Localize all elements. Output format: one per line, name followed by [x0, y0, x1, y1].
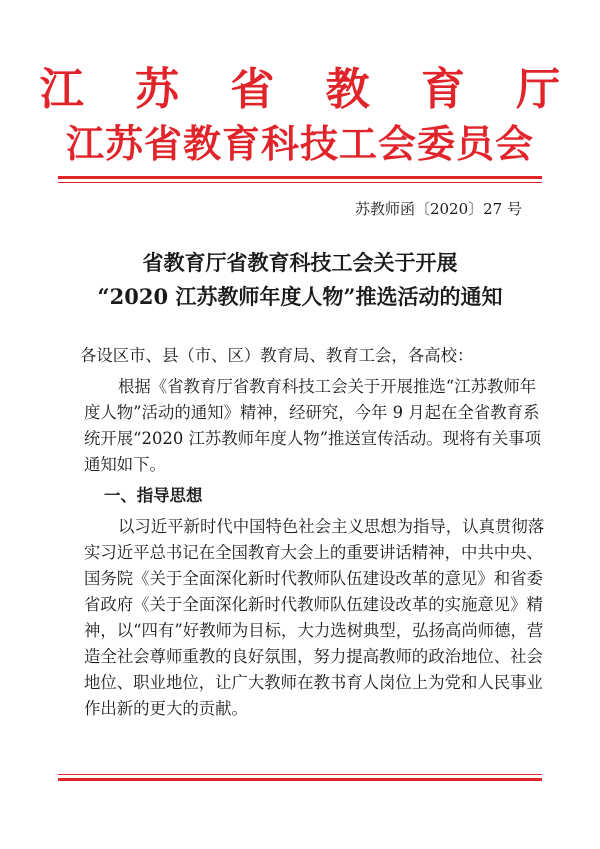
section-line: 造全社会尊师重教的良好氛围，努力提高教师的政治地位、社会 [84, 647, 543, 666]
document-title-line-1: 省教育厅省教育科技工会关于开展 [142, 250, 458, 275]
issuer-name-2: 江苏省教育科技工会委员会 [65, 121, 534, 166]
footer-rule-thick [58, 778, 542, 781]
intro-line: 度人物”活动的通知》精神，经研究，今年 9 月起在全省教育系 [84, 403, 540, 422]
salutation: 各设区市、县（市、区）教育局、教育工会，各高校： [80, 346, 474, 365]
section-heading: 一、指导思想 [104, 486, 203, 505]
intro-line: 通知如下。 [84, 455, 166, 474]
header-rule-thin [58, 182, 542, 183]
header-rule-thick [58, 176, 542, 179]
section-line: 省政府《关于全面深化新时代教师队伍建设改革的实施意见》精 [84, 595, 543, 614]
intro-line: 根据《省教育厅省教育科技工会关于开展推选“江苏教师年 [118, 377, 537, 396]
section-line: 作出新的更大的贡献。 [84, 699, 248, 718]
document-title-line-2: “2020 江苏教师年度人物”推选活动的通知 [97, 284, 503, 309]
section-line: 国务院《关于全面深化新时代教师队伍建设改革的意见》和省委 [84, 569, 543, 588]
section-line: 以习近平新时代中国特色社会主义思想为指导，认真贯彻落 [118, 517, 545, 536]
section-line: 神，以“四有”好教师为目标，大力选树典型，弘扬高尚师德，营 [84, 621, 544, 640]
document-number: 苏教师函〔2020〕27 号 [354, 200, 522, 218]
section-line: 地位、职业地位，让广大教师在教书育人岗位上为党和人民事业 [84, 673, 543, 692]
footer-rule-thin [58, 774, 542, 775]
section-line: 实习近平总书记在全国教育大会上的重要讲话精神，中共中央、 [84, 543, 543, 562]
issuer-name-1: 江 苏 省 教 育 厅 [39, 64, 579, 115]
intro-line: 统开展“2020 江苏教师年度人物”推送宣传活动。现将有关事项 [84, 429, 542, 448]
